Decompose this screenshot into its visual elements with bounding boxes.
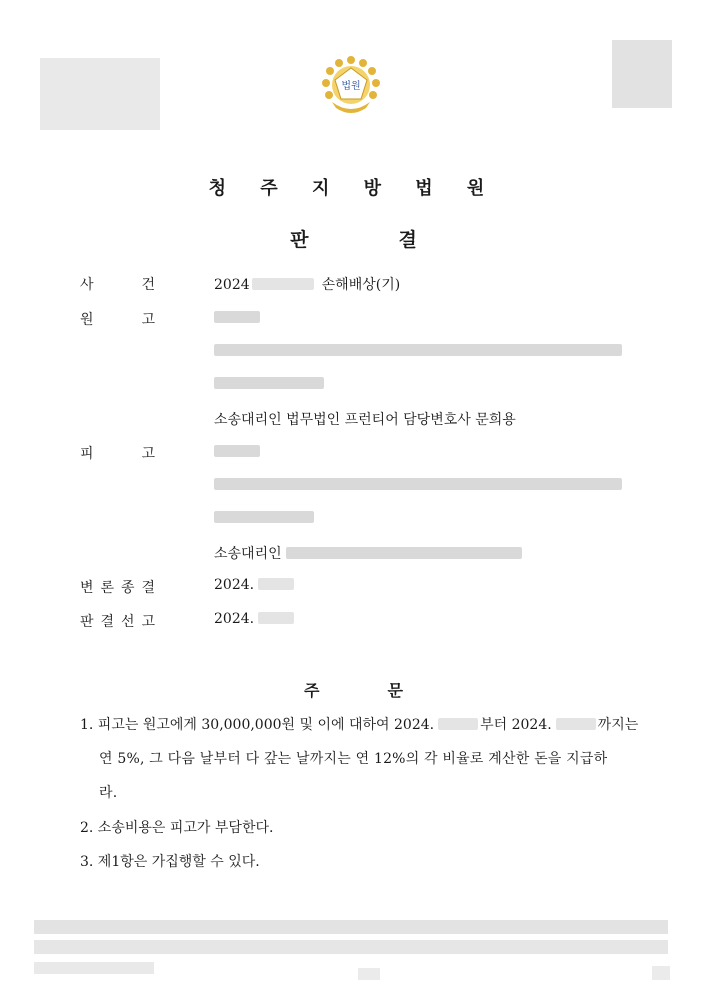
document-title-right: 결 (398, 229, 417, 251)
case-number-prefix: 2024 (214, 277, 250, 293)
redacted-footer-mark (652, 966, 670, 980)
redacted-plaintiff-name (214, 311, 260, 327)
document-title (0, 225, 707, 252)
redacted-barcode (612, 40, 672, 108)
redacted-defendant-address (214, 478, 622, 494)
order-item-2: 2. 소송비용은 피고가 부담한다. (80, 820, 274, 836)
closing-label: 변 론 종 결 (80, 580, 155, 596)
court-name: 청 주 지 방 법 원 (208, 178, 499, 199)
redacted-defendant-name (214, 445, 260, 461)
case-name: 손해배상(기) (321, 277, 401, 293)
order-item-1-line-3: 라. (99, 785, 118, 801)
defendant-counsel-label: 소송대리인 (214, 546, 282, 562)
order-item-3: 3. 제1항은 가집행할 수 있다. (80, 854, 260, 870)
case-label: 사 건 (80, 277, 155, 293)
order-item-1-line-2: 연 5%, 그 다음 날부터 다 갚는 날까지는 연 12%의 각 비율로 계산한 돈을 지급하 (99, 751, 608, 767)
plaintiff-label: 원 고 (80, 312, 155, 328)
redacted-start-date (438, 718, 478, 730)
redacted-ruling-date (258, 612, 294, 624)
redacted-defendant-counsel (286, 547, 522, 559)
document-title-left: 판 (290, 229, 309, 251)
redacted-page-number (358, 968, 380, 980)
defendant-counsel (214, 543, 522, 563)
redacted-end-date (556, 718, 596, 730)
plaintiff-counsel: 소송대리인 법무법인 프런티어 담당변호사 문희용 (214, 412, 516, 428)
ruling-label: 판 결 선 고 (80, 614, 155, 630)
emblem-text: 법원 (341, 81, 361, 92)
case-value (214, 274, 400, 294)
redacted-header-stamp (40, 58, 160, 130)
ruling-date (214, 611, 294, 627)
court-emblem-icon (318, 52, 384, 118)
redacted-plaintiff-address-2 (214, 377, 324, 393)
closing-date (214, 577, 294, 593)
redacted-footer-line-3 (34, 962, 154, 974)
ruling-date-prefix: 2024. (214, 611, 255, 627)
redacted-closing-date (258, 578, 294, 590)
redacted-plaintiff-address (214, 344, 622, 360)
closing-date-prefix: 2024. (214, 577, 255, 593)
defendant-label: 피 고 (80, 446, 155, 462)
order-title: 주 문 (304, 681, 403, 700)
order-item-1: 1. 피고는 원고에게 30,000,000원 및 이에 대하여 2024. 부터 2024. 까지는 (80, 717, 639, 733)
redacted-defendant-address-2 (214, 511, 314, 527)
redacted-footer-line-2 (34, 940, 668, 954)
redacted-case-number (252, 278, 314, 290)
redacted-footer-line-1 (34, 920, 668, 934)
